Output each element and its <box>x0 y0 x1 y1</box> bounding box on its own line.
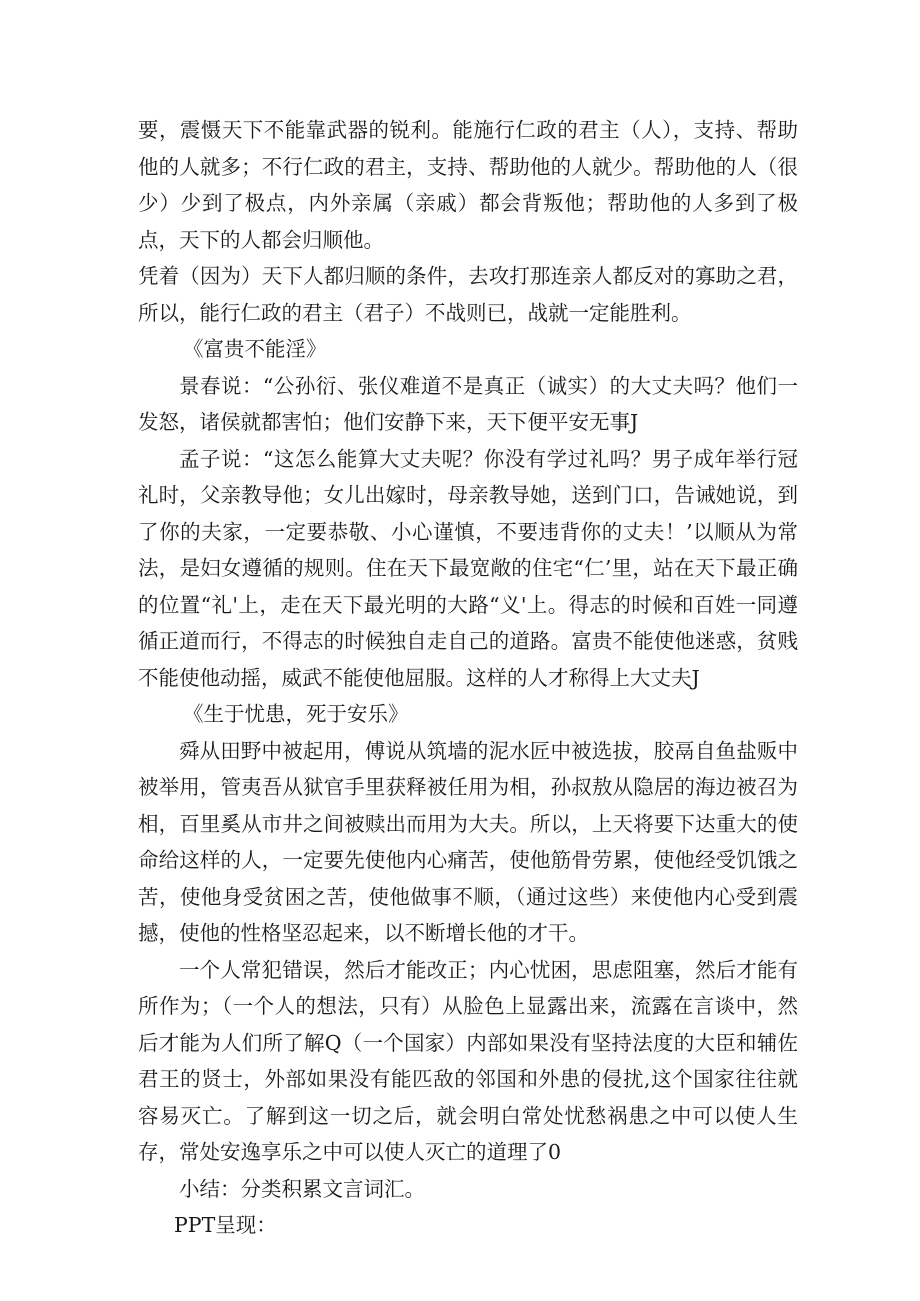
paragraph-summary: 小结：分类积累文言词汇。 <box>179 1176 425 1201</box>
paragraph-translation-conclusion: 凭着（因为）天下人都归顺的条件，去攻打那连亲人都反对的寡助之君，所以，能行仁政的君主（君子）不战则已，战就一定能胜利。 <box>138 264 798 325</box>
paragraph-shun: 舜从田野中被起用，傅说从筑墙的泥水匠中被选拔，胶鬲自鱼盐贩中被举用，管夷吾从狱官手里获释被任用为相，孙叔敖从隐居的海边被召为相，百里奚从市井之间被赎出而用为大夫。所以，上天将要下达重大的使命给这样的人，一定要先使他内心痛苦，使他筋骨劳累，使他经受饥饿之苦，使他身受贫困之苦，使他做事不顺，（通过这些）来使他内心受到震撼，使他的性格坚忍起来，以不断增长他的才干。 <box>138 738 798 945</box>
paragraph-mengzi: 孟子说：“这怎么能算大丈夫呢？你没有学过礼吗？男子成年举行冠礼时，父亲教导他；女儿出嫁时，母亲教导她，送到门口，告诫她说，到了你的夫家，一定要恭敬、小心谨慎，不要违背你的丈夫！’以顺从为常法，是妇女遵循的规则。住在天下最宽敞的住宅“仁’里，站在天下最正确的位置“礼'上，走在天下最光明的大路“义'上。得志的时候和百姓一同遵循正道而行，不得志的时候独自走自己的道路。富贵不能使他迷惑，贫贱不能使他动摇，威武不能使他屈服。这样的人才称得上大丈夫J <box>138 446 798 690</box>
section-title-shengyu: 《生于忧患，死于安乐》 <box>183 702 409 726</box>
paragraph-person-errors: 一个人常犯错误，然后才能改正；内心忧困，思虑阻塞，然后才能有所作为；（一个人的想法，只有）从脸色上显露出来，流露在言谈中，然后才能为人们所了解Q（一个国家）内部如果没有坚持法度的大臣和辅佐君王的贤士，外部如果没有能匹敌的邻国和外患的侵扰,这个国家往往就容易灭亡。了解到这一切之后，就会明白常处忧愁祸患之中可以使人生存，常处安逸享乐之中可以使人灭亡的道理了0 <box>138 957 798 1164</box>
paragraph-ppt: PPT呈现： <box>174 1213 277 1237</box>
paragraph-translation-end: 要，震慑天下不能靠武器的锐利。能施行仁政的君主（人），支持、帮助他的人就多；不行仁政的君主，支持、帮助他的人就少。帮助他的人（很少）少到了极点，内外亲属（亲戚）都会背叛他；帮助他的人多到了极点，天下的人都会归顺他。 <box>138 118 798 252</box>
section-title-fugui: 《富贵不能淫》 <box>183 337 327 361</box>
document-body <box>138 112 798 1244</box>
paragraph-jingchun: 景春说：“公孙衍、张仪难道不是真正（诚实）的大丈夫吗？他们一发怒，诸侯就都害怕；他们安静下来，天下便平安无事J <box>138 373 798 434</box>
